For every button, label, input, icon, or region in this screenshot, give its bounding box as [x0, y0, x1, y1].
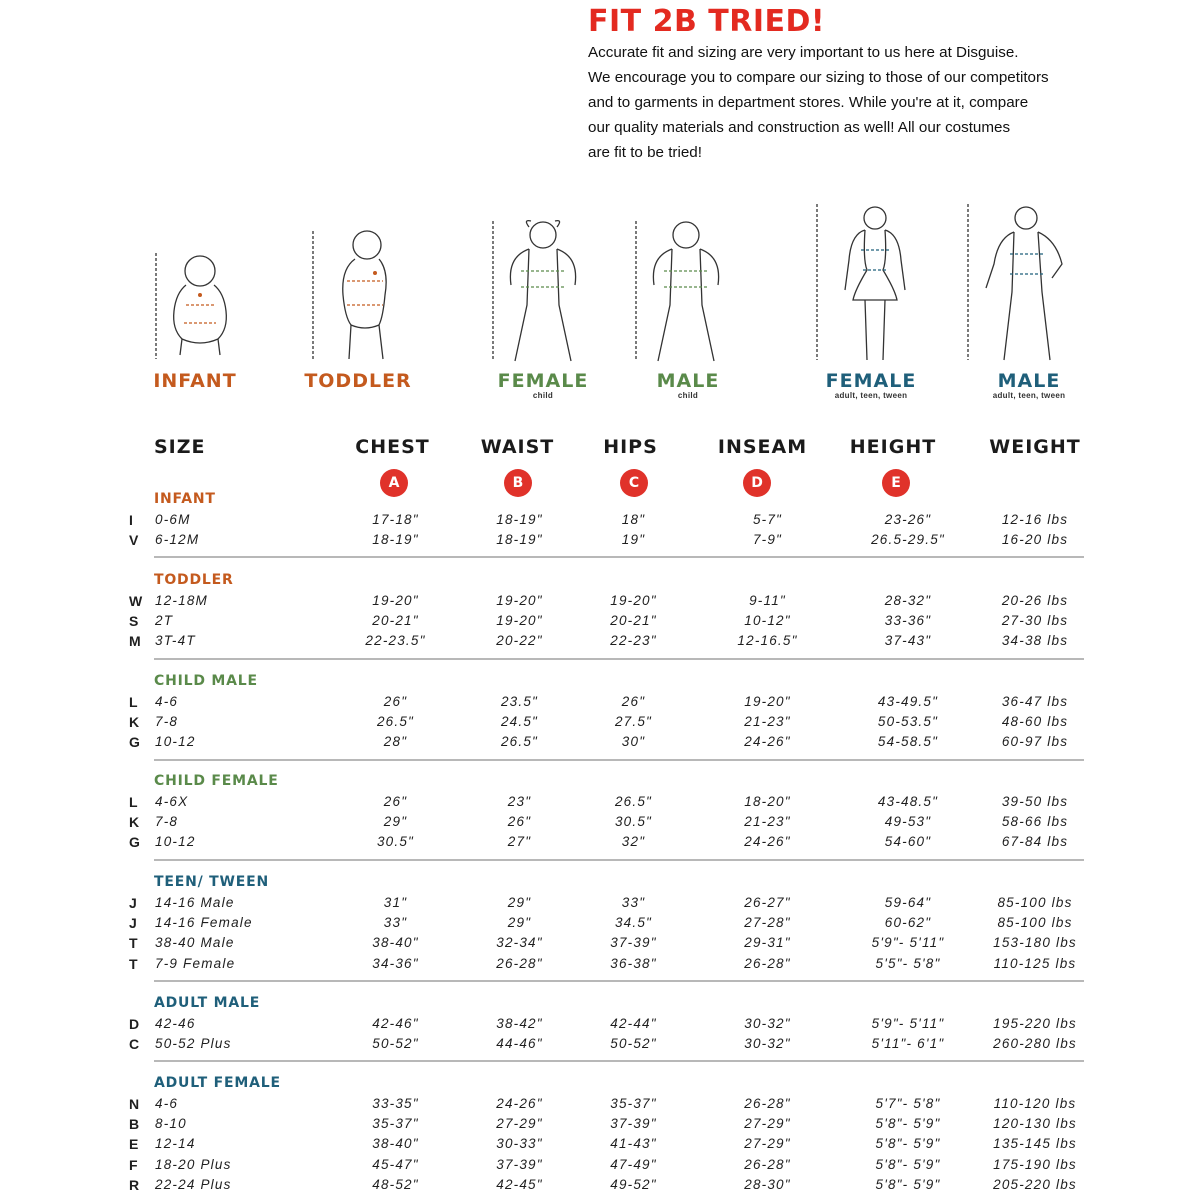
height-cell: 5'8"- 5'9"	[875, 1156, 941, 1172]
inseam-cell: 19-20"	[744, 694, 791, 709]
size-code: E	[129, 1136, 139, 1153]
size-code: K	[129, 714, 140, 731]
figure-label-infant	[145, 370, 245, 392]
measurement-badge-e: E	[882, 469, 910, 497]
hips-cell: 42-44"	[610, 1016, 657, 1031]
table-row	[0, 956, 1200, 976]
height-cell: 26.5-29.5"	[871, 532, 945, 548]
table-row	[0, 915, 1200, 935]
waist-cell: 24.5"	[500, 714, 539, 730]
hips-cell: 26.5"	[614, 794, 653, 809]
size-code: J	[129, 895, 137, 911]
hips-cell: 26"	[621, 694, 646, 709]
chest-cell: 33"	[383, 915, 408, 931]
size-code: D	[129, 1016, 140, 1032]
hips-cell: 27.5"	[614, 714, 653, 730]
hips-cell: 37-39"	[610, 935, 657, 951]
weight-cell: 36-47 lbs	[1001, 694, 1069, 709]
size-cell: 6-12M	[155, 532, 200, 548]
size-cell: 0-6M	[155, 512, 191, 527]
size-cell: 14-16 Male	[155, 895, 235, 910]
weight-cell: 153-180 lbs	[993, 935, 1077, 951]
height-cell: 5'8"- 5'9"	[875, 1136, 941, 1152]
chest-cell: 33-35"	[372, 1096, 419, 1111]
size-code: K	[129, 814, 140, 831]
table-row	[0, 814, 1200, 834]
size-cell: 4-6X	[155, 794, 189, 809]
weight-cell: 85-100 lbs	[997, 895, 1073, 910]
intro-line: Accurate fit and sizing are very important to us here at Disguise.	[588, 44, 1019, 61]
weight-cell: 110-120 lbs	[993, 1096, 1077, 1111]
hips-cell: 47-49"	[610, 1156, 657, 1172]
size-code: C	[129, 1036, 140, 1053]
height-cell: 59-64"	[884, 895, 932, 910]
waist-cell: 23.5"	[500, 694, 539, 709]
page-title: FIT 2B TRIED!	[588, 4, 826, 39]
size-code: R	[129, 1176, 140, 1193]
waist-cell: 27-29"	[496, 1116, 543, 1132]
hips-cell: 22-23"	[610, 633, 657, 649]
column-header-waist: WAIST	[480, 436, 555, 458]
size-cell: 3T-4T	[155, 633, 196, 649]
waist-cell: 27"	[507, 834, 532, 850]
size-code: L	[129, 794, 138, 810]
waist-cell: 24-26"	[496, 1096, 543, 1111]
inseam-cell: 18-20"	[744, 794, 791, 809]
table-row	[0, 794, 1200, 814]
table-row	[0, 1136, 1200, 1156]
inseam-cell: 27-29"	[744, 1116, 791, 1132]
inseam-cell: 26-28"	[744, 1156, 791, 1172]
size-cell: 22-24 Plus	[155, 1176, 232, 1192]
weight-cell: 67-84 lbs	[1001, 834, 1069, 850]
table-row	[0, 734, 1200, 754]
group-title: CHILD FEMALE	[154, 773, 279, 789]
size-cell: 18-20 Plus	[155, 1156, 232, 1172]
figure-label-text: MALE	[997, 370, 1061, 392]
size-code: B	[129, 1116, 140, 1133]
intro-line: and to garments in department stores. While you're at it, compare	[588, 94, 1029, 111]
size-code: N	[129, 1096, 140, 1112]
table-row	[0, 935, 1200, 955]
hips-cell: 33"	[621, 895, 646, 910]
intro-paragraph	[588, 40, 1088, 165]
height-cell: 5'8"- 5'9"	[875, 1116, 941, 1132]
table-row	[0, 1177, 1200, 1197]
hips-cell: 49-52"	[610, 1176, 657, 1192]
size-cell: 50-52 Plus	[155, 1036, 232, 1052]
waist-cell: 19-20"	[496, 593, 543, 608]
measurement-badge-a: A	[380, 469, 408, 497]
height-cell: 28-32"	[884, 593, 932, 608]
waist-cell: 18-19"	[496, 532, 543, 548]
height-cell: 5'5"- 5'8"	[875, 955, 941, 971]
size-code: J	[129, 915, 137, 932]
waist-cell: 20-22"	[496, 633, 543, 649]
size-cell: 7-8	[155, 814, 179, 830]
height-cell: 49-53"	[884, 814, 932, 830]
size-cell: 42-46	[155, 1016, 196, 1031]
height-cell: 5'8"- 5'9"	[875, 1176, 941, 1192]
waist-cell: 29"	[507, 895, 532, 910]
group-title: TODDLER	[154, 572, 234, 588]
inseam-cell: 29-31"	[744, 935, 791, 951]
male-child-figure-icon	[628, 215, 728, 390]
inseam-cell: 30-32"	[744, 1016, 791, 1031]
height-cell: 5'11"- 6'1"	[871, 1036, 945, 1052]
column-header-weight: WEIGHT	[989, 436, 1081, 458]
column-header-height: HEIGHT	[849, 436, 937, 458]
table-row	[0, 1016, 1200, 1036]
weight-cell: 48-60 lbs	[1001, 714, 1069, 730]
height-cell: 50-53.5"	[877, 714, 939, 730]
figure-label-female-child	[490, 370, 596, 400]
inseam-cell: 12-16.5"	[737, 633, 798, 649]
chest-cell: 26"	[383, 694, 408, 709]
female-adult-figure-icon	[805, 200, 915, 375]
column-header-hips: HIPS	[603, 436, 658, 458]
size-code: I	[129, 512, 133, 528]
waist-cell: 30-33"	[496, 1136, 543, 1152]
figure-label-text: FEMALE	[497, 370, 589, 392]
inseam-cell: 26-27"	[744, 895, 791, 910]
hips-cell: 30"	[621, 734, 646, 750]
weight-cell: 12-16 lbs	[1001, 512, 1069, 527]
table-row	[0, 834, 1200, 854]
group-divider	[154, 1060, 1084, 1062]
intro-line: We encourage you to compare our sizing to those of our competitors	[588, 69, 1049, 86]
figure-label-text: MALE	[656, 370, 720, 392]
figure-sublabel: child	[532, 391, 554, 400]
weight-cell: 120-130 lbs	[993, 1116, 1077, 1132]
inseam-cell: 21-23"	[744, 714, 791, 730]
hips-cell: 32"	[621, 834, 646, 850]
group-title: CHILD MALE	[154, 673, 258, 689]
size-cell: 10-12	[155, 734, 196, 750]
size-code: F	[129, 1156, 138, 1173]
table-row	[0, 714, 1200, 734]
measurement-badge-c: C	[620, 469, 648, 497]
figure-label-male-child	[640, 370, 736, 400]
weight-cell: 34-38 lbs	[1001, 633, 1069, 649]
inseam-cell: 30-32"	[744, 1036, 791, 1052]
height-cell: 5'9"- 5'11"	[871, 1016, 945, 1031]
female-child-figure-icon	[485, 215, 585, 390]
hips-cell: 19-20"	[610, 593, 657, 608]
weight-cell: 85-100 lbs	[997, 915, 1073, 931]
hips-cell: 18"	[621, 512, 646, 527]
height-cell: 5'7"- 5'8"	[875, 1096, 941, 1111]
size-code: G	[129, 834, 140, 851]
waist-cell: 26-28"	[496, 955, 543, 971]
waist-cell: 19-20"	[496, 613, 543, 629]
weight-cell: 58-66 lbs	[1001, 814, 1069, 830]
chest-cell: 34-36"	[372, 955, 419, 971]
hips-cell: 34.5"	[614, 915, 653, 931]
waist-cell: 42-45"	[496, 1176, 543, 1192]
height-cell: 60-62"	[884, 915, 932, 931]
waist-cell: 29"	[507, 915, 532, 931]
size-cell: 4-6	[155, 694, 179, 709]
chest-cell: 42-46"	[372, 1016, 419, 1031]
table-row	[0, 694, 1200, 714]
inseam-cell: 27-28"	[744, 915, 791, 931]
waist-cell: 26.5"	[500, 734, 539, 750]
height-cell: 33-36"	[884, 613, 932, 629]
column-header-inseam: INSEAM	[717, 436, 808, 458]
weight-cell: 260-280 lbs	[993, 1036, 1077, 1052]
figure-label-text: TODDLER	[304, 370, 412, 392]
hips-cell: 35-37"	[610, 1096, 657, 1111]
weight-cell: 195-220 lbs	[993, 1016, 1077, 1031]
male-adult-figure-icon	[958, 200, 1068, 375]
group-divider	[154, 658, 1084, 660]
height-cell: 54-60"	[884, 834, 932, 850]
size-cell: 2T	[155, 613, 174, 629]
weight-cell: 60-97 lbs	[1001, 734, 1069, 750]
table-row	[0, 532, 1200, 552]
weight-cell: 16-20 lbs	[1001, 532, 1069, 548]
waist-cell: 37-39"	[496, 1156, 543, 1172]
column-header-size: SIZE	[154, 436, 206, 458]
chest-cell: 17-18"	[372, 512, 419, 527]
size-code: M	[129, 633, 141, 650]
size-cell: 7-8	[155, 714, 179, 730]
size-code: L	[129, 694, 138, 710]
inseam-cell: 10-12"	[744, 613, 791, 629]
size-code: W	[129, 593, 143, 609]
infant-figure-icon	[150, 245, 230, 420]
group-title: ADULT MALE	[154, 995, 261, 1011]
height-cell: 23-26"	[884, 512, 932, 527]
column-header-chest: CHEST	[355, 436, 430, 458]
size-cell: 14-16 Female	[155, 915, 253, 931]
chest-cell: 26"	[383, 794, 408, 809]
size-code: G	[129, 734, 140, 751]
table-row	[0, 1157, 1200, 1177]
weight-cell: 20-26 lbs	[1001, 593, 1069, 608]
inseam-cell: 24-26"	[744, 734, 791, 750]
table-row	[0, 1036, 1200, 1056]
figure-label-text: FEMALE	[825, 370, 917, 392]
measurement-badge-b: B	[504, 469, 532, 497]
group-divider	[154, 759, 1084, 761]
inseam-cell: 9-11"	[749, 593, 786, 608]
group-divider	[154, 980, 1084, 982]
table-row	[0, 613, 1200, 633]
weight-cell: 110-125 lbs	[993, 955, 1077, 971]
figure-label-toddler	[300, 370, 416, 392]
figure-label-female-adult	[815, 370, 927, 400]
chest-cell: 48-52"	[372, 1176, 419, 1192]
chest-cell: 29"	[383, 814, 408, 830]
hips-cell: 41-43"	[610, 1136, 657, 1152]
size-code: T	[129, 955, 138, 972]
size-cell: 38-40 Male	[155, 935, 235, 951]
size-cell: 12-14	[155, 1136, 196, 1152]
weight-cell: 175-190 lbs	[993, 1156, 1077, 1172]
table-row	[0, 895, 1200, 915]
intro-line: our quality materials and construction as well! All our costumes	[588, 119, 1011, 136]
chest-cell: 20-21"	[372, 613, 419, 629]
hips-cell: 36-38"	[610, 955, 657, 971]
inseam-cell: 26-28"	[744, 955, 791, 971]
chest-cell: 45-47"	[372, 1156, 419, 1172]
table-row	[0, 512, 1200, 532]
size-code: S	[129, 613, 139, 630]
figure-label-male-adult	[975, 370, 1083, 400]
height-cell: 5'9"- 5'11"	[871, 935, 945, 951]
measurement-badge-d: D	[743, 469, 771, 497]
chest-cell: 26.5"	[376, 714, 415, 730]
chest-cell: 50-52"	[372, 1036, 419, 1052]
waist-cell: 18-19"	[496, 512, 543, 527]
inseam-cell: 26-28"	[744, 1096, 791, 1111]
size-code: V	[129, 532, 139, 549]
chest-cell: 38-40"	[372, 1136, 419, 1152]
table-row	[0, 1096, 1200, 1116]
figure-sublabel: adult, teen, tween	[992, 391, 1066, 400]
group-divider	[154, 556, 1084, 558]
height-cell: 43-49.5"	[877, 694, 939, 709]
figure-sublabel: child	[677, 391, 699, 400]
figure-sublabel: adult, teen, tween	[834, 391, 908, 400]
chest-cell: 30.5"	[376, 834, 415, 850]
hips-cell: 20-21"	[610, 613, 657, 629]
chest-cell: 18-19"	[372, 532, 419, 548]
chest-cell: 19-20"	[372, 593, 419, 608]
inseam-cell: 27-29"	[744, 1136, 791, 1152]
group-title: TEEN/ TWEEN	[154, 874, 270, 890]
inseam-cell: 5-7"	[752, 512, 783, 527]
waist-cell: 26"	[507, 814, 532, 830]
table-row	[0, 593, 1200, 613]
inseam-cell: 7-9"	[752, 532, 783, 548]
height-cell: 37-43"	[884, 633, 932, 649]
weight-cell: 135-145 lbs	[993, 1136, 1077, 1152]
size-cell: 4-6	[155, 1096, 179, 1111]
size-cell: 10-12	[155, 834, 196, 850]
waist-cell: 23"	[507, 794, 532, 809]
waist-cell: 32-34"	[496, 935, 543, 951]
group-divider	[154, 859, 1084, 861]
intro-line: are fit to be tried!	[588, 144, 702, 161]
chest-cell: 22-23.5"	[365, 633, 426, 649]
inseam-cell: 28-30"	[744, 1176, 791, 1192]
height-cell: 54-58.5"	[877, 734, 939, 750]
size-code: T	[129, 935, 138, 952]
group-title: ADULT FEMALE	[154, 1075, 281, 1091]
hips-cell: 37-39"	[610, 1116, 657, 1132]
inseam-cell: 21-23"	[744, 814, 791, 830]
waist-cell: 44-46"	[496, 1036, 543, 1052]
chest-cell: 38-40"	[372, 935, 419, 951]
weight-cell: 205-220 lbs	[993, 1176, 1077, 1192]
inseam-cell: 24-26"	[744, 834, 791, 850]
waist-cell: 38-42"	[496, 1016, 543, 1031]
size-cell: 8-10	[155, 1116, 187, 1132]
size-cell: 7-9 Female	[155, 955, 236, 971]
size-cell: 12-18M	[155, 593, 208, 608]
hips-cell: 19"	[621, 532, 646, 548]
weight-cell: 39-50 lbs	[1001, 794, 1069, 809]
hips-cell: 50-52"	[610, 1036, 657, 1052]
chest-cell: 35-37"	[372, 1116, 419, 1132]
chest-cell: 28"	[383, 734, 408, 750]
table-row	[0, 1116, 1200, 1136]
weight-cell: 27-30 lbs	[1001, 613, 1069, 629]
figure-label-text: INFANT	[153, 370, 237, 392]
table-row	[0, 633, 1200, 653]
group-title: INFANT	[154, 491, 216, 507]
hips-cell: 30.5"	[614, 814, 653, 830]
height-cell: 43-48.5"	[877, 794, 939, 809]
chest-cell: 31"	[383, 895, 408, 910]
